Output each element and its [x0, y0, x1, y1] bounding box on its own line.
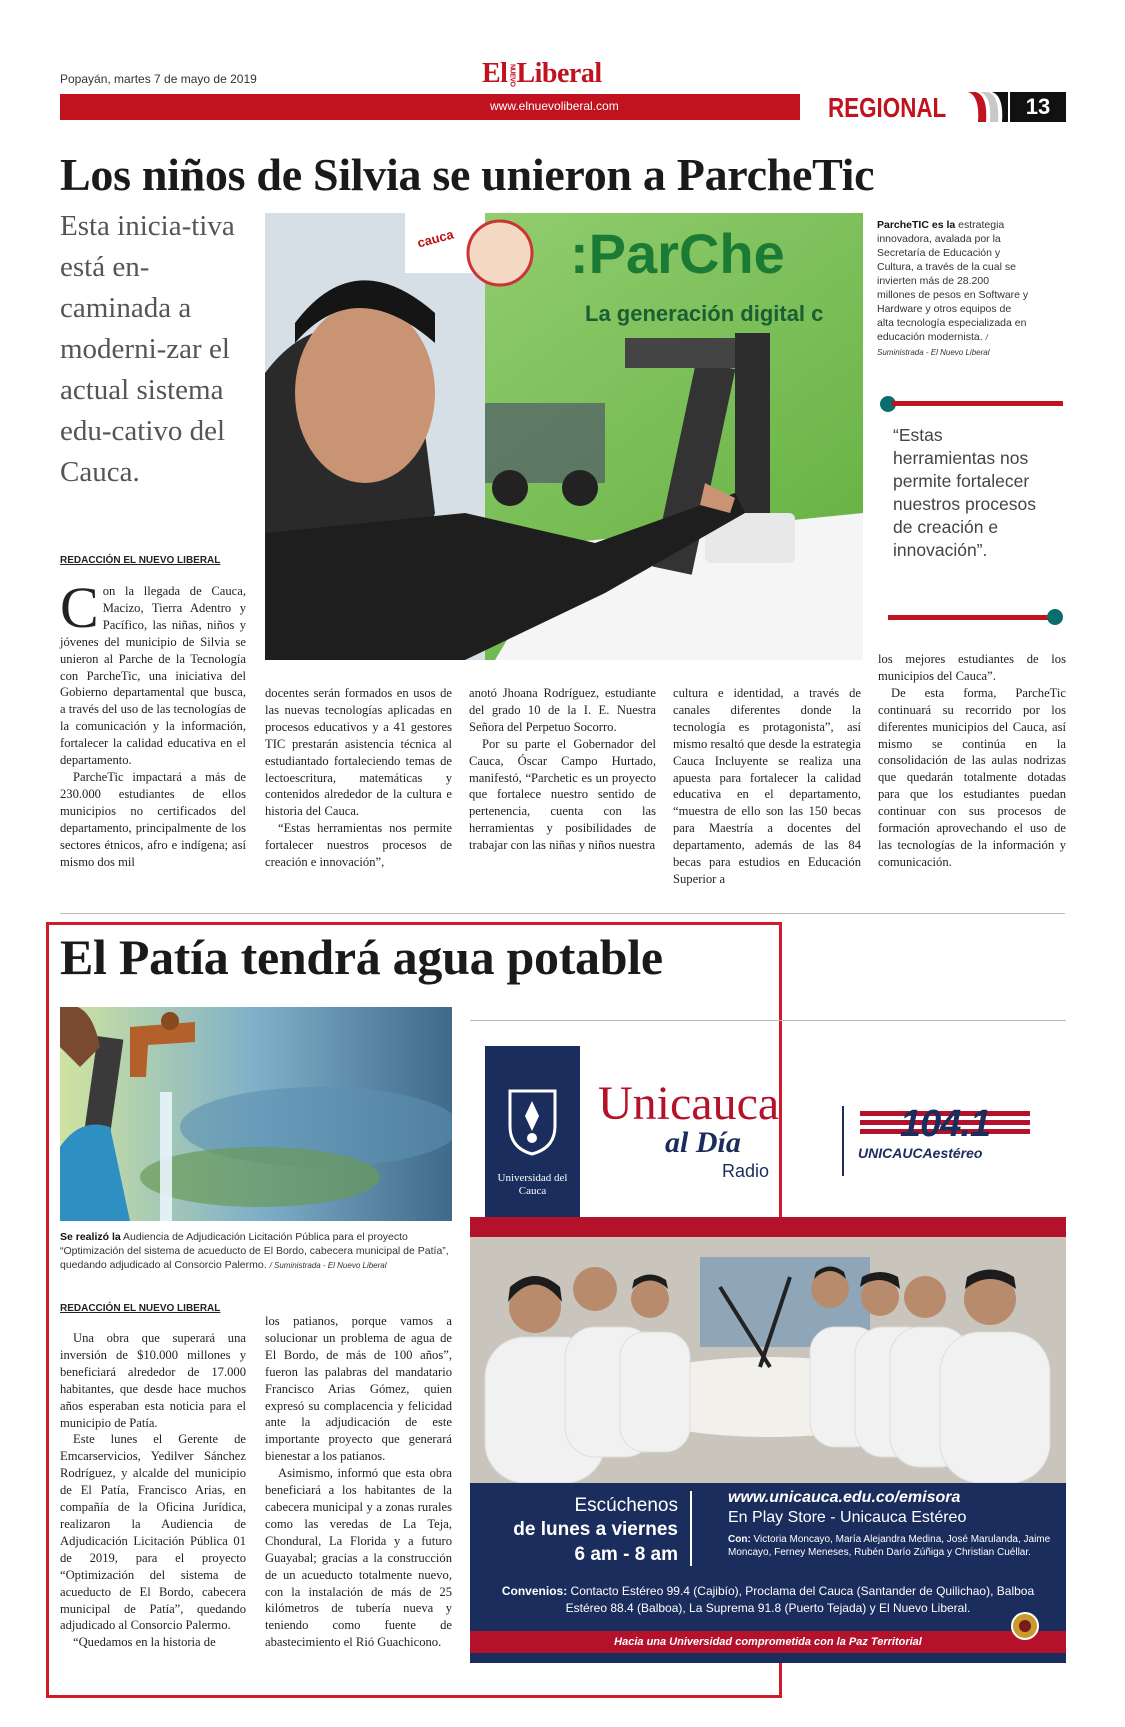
article1-column-1: Con la llegada de Cauca, Macizo, Tierra Adentro y Pacífico, las niñas, niños y jóvenes del municipio de Silvia se unieron al Parche de la Tecnología con ParcheTic, una iniciativa del Gobierno departamental que busca, a través del uso de las tecnologías de la comunicación y la información, fortalecer la calidad educativa en el departamento. ParcheTic impactará a más de 230.000 estudiantes de ellos municipios no certificados del departamento, principalmente de los sectores étnicos, afro e indígena; así mismo dos mil	[60, 575, 246, 869]
article1-pullquote: “Estas herramientas nos permite fortalecer nuestros procesos de creación e innovación”.	[893, 425, 1036, 560]
article1-byline: REDACCIÓN EL NUEVO LIBERAL	[60, 555, 221, 566]
ad-hosts: Con: Victoria Moncayo, María Alejandra Medina, José Marulanda, Jaime Moncayo, Ferney Meneses, Rubén Darío Zúñiga y Christian Cuéllar.	[728, 1534, 1051, 1558]
ad-playstore[interactable]: En Play Store - Unicauca Estéreo	[728, 1509, 967, 1526]
newspaper-logo[interactable]: ElNUEVOLiberal	[482, 58, 602, 89]
article2-column-2: los patianos, porque vamos a solucionar un problema de agua de El Bordo, de más de 100 años”, fueron las palabras del mandatario Francisco Arias Gómez, quien expresó su complacencia y felicidad ante la adjudicación de este importante proyecto que generará bienestar a los patianos. Asimismo, informó que esta obra beneficiará a los habitantes de la cabecera municipal y a zonas rurales como las veredas de La Teja, Chondural, La Florida y a futuro Guayabal; gracias a la construcción de un acueducto totalmente nuevo, con la instalación de más de 25 kilómetros de tubería nueva y teniendo como fuente de abastecimiento el Rió Guachicono.	[265, 1314, 452, 1650]
ad-website[interactable]: www.unicauca.edu.co/emisora	[728, 1489, 961, 1506]
ad-studio-photo	[470, 1217, 1066, 1483]
peace-emblem-icon	[1010, 1611, 1040, 1641]
quote-rule-bottom	[888, 615, 1056, 620]
university-seal-icon	[505, 1086, 560, 1156]
water-tap-illustration	[60, 1007, 452, 1221]
header-red-bar	[60, 94, 800, 120]
article2-photo	[60, 1007, 452, 1221]
article1-column-3: anotó Jhoana Rodríguez, estudiante del grado 10 de la I. E. Nuestra Señora del Perpetuo Socorro. Por su parte el Gobernador del Cauca, Óscar Campo Hurtado, manifestó, “Parchetic es un proyecto que fortalece nuestro sentido de pertenencia, cuenta con las herramientas y posibilidades de trabajar con las niñas y niños nuestra	[469, 686, 656, 853]
article1-column-5: los mejores estudiantes de los municipios del Cauca”. De esta forma, ParcheTic continuará su recorrido por los diferentes municipios del Cauca, así mismo se continúa en la consolidación de las aulas nodrizas que quedarán totalmente dotadas para que los estudiantes puedan continuar con sus procesos de formación aprovechando el uso de las tecnologías de la información y comunicación.	[878, 652, 1066, 869]
photo-sign-title: :ParChe	[570, 222, 785, 285]
article1-lede: Esta inicia-tiva está en-caminada a moderni-zar el actual sistema edu-cativo del Cauca.	[60, 210, 235, 488]
ad-tagline: Hacia una Universidad comprometida con la Paz Territorial	[614, 1636, 922, 1648]
dateline: Popayán, martes 7 de mayo de 2019	[60, 72, 257, 86]
photo-sign-subtitle: La generación digital c	[585, 301, 824, 326]
photo-sign-logo: cauca	[415, 226, 456, 251]
page-number: 13	[1010, 92, 1066, 122]
article2-headline: El Patía tendrá agua potable	[60, 929, 663, 985]
dropcap: C	[60, 575, 99, 640]
section-divider	[60, 913, 1065, 914]
article2-column-1: Una obra que superará una inversión de $10.000 millones y beneficiará alrededor de 17.000 habitantes, que desde hace muchos años esperaban esta noticia para el municipio de Patía. Este lunes el Gerente de Emcarservicios, Yedilver Sánchez Rodríguez, y alcalde del municipio de El Patía, Francisco Arias, en compañía de la Oficina Jurídica, realizaron la Audiencia de Adjudicación Licitación Pública 01 de 2019, para el proyecto “Optimización del sistema de acueducto de El Bordo, cabecera municipal de Patía”, quedando adjudicado al Consorcio Palermo. “Quedamos en la historia de	[60, 1331, 246, 1650]
site-url[interactable]: www.elnuevoliberal.com	[490, 99, 619, 113]
ad-agreements: Convenios: Contacto Estéreo 99.4 (Cajibío), Proclama del Cauca (Santander de Quilichao), Balboa Estéreo 88.4 (Balboa), La Suprema 91.8 (Puerto Tejada) y El Nuevo Liberal.	[501, 1584, 1035, 1615]
ad-info-panel	[470, 1483, 1066, 1663]
ad-divider	[842, 1106, 844, 1176]
ad-brand-radio: Radio	[722, 1161, 770, 1181]
ad-listen: Escúchenos	[574, 1495, 678, 1516]
section-stripe-icon	[966, 92, 1008, 122]
section-label: REGIONAL	[828, 92, 947, 123]
unicauca-radio-ad[interactable]	[470, 1021, 1066, 1663]
radio-studio-illustration	[470, 1217, 1066, 1483]
article2-caption: Se realizó la Audiencia de Adjudicación Licitación Pública para el proyecto “Optimización del sistema de acueducto de El Bordo, cabecera municipal de Patía”, quedando adjudicado al Consorcio Palermo. / Suministrada - El Nuevo Liberal	[60, 1231, 449, 1271]
ad-hours: 6 am - 8 am	[574, 1544, 678, 1565]
ad-brand: Unicauca	[598, 1077, 780, 1130]
article2-byline: REDACCIÓN EL NUEVO LIBERAL	[60, 1303, 221, 1314]
article1-column-4: cultura e identidad, a través de canales diferentes donde la tecnología es protagonista”, así mismo resaltó que desde la estrategia Cauca Incluyente se realiza una apuesta para fortalecer la calidad educativa en el departamento, “muestra de ello son las 150 becas para Maestría a docentes del departamento, además de las 84 becas para estudios en Educación Superior a	[673, 686, 861, 886]
article1-column-2: docentes serán formados en usos de las nuevas tecnologías aplicadas en procesos educativos y a 41 gestores TIC prestarán asistencia técnica al estudiantado fortaleciendo temas de lectoescritura, matemáticas y contenidos alrededor de la cultura e historia del Cauca. “Estas herramientas nos permite fortalecer nuestros procesos de creación e innovación”,	[265, 686, 452, 870]
ad-brand-sub: al Día	[665, 1126, 741, 1159]
ad-info-divider	[690, 1491, 692, 1566]
ad-station: UNICAUCAestéreo	[858, 1145, 983, 1161]
quote-rule-top	[892, 401, 1063, 406]
university-logo-block	[485, 1046, 580, 1226]
ad-days: de lunes a viernes	[513, 1519, 678, 1540]
article1-caption: ParcheTIC es la estrategia innovadora, avalada por la Secretaría de Educación y Cultura, a través de la cual se invierten más de 28.200 millones de pesos en Software y Hardware y otros equipos de alta tecnología especializada en educación modernista. / Suministrada - El Nuevo Liberal	[877, 219, 1029, 357]
quote-dot-icon	[1047, 609, 1063, 625]
ad-frequency: 104.1	[900, 1103, 991, 1145]
ad-tagline-bar	[470, 1631, 1066, 1653]
university-name: Universidad del Cauca	[497, 1172, 568, 1197]
article1-photo	[265, 213, 863, 660]
article1-headline: Los niños de Silvia se unieron a ParcheTic	[60, 149, 875, 200]
